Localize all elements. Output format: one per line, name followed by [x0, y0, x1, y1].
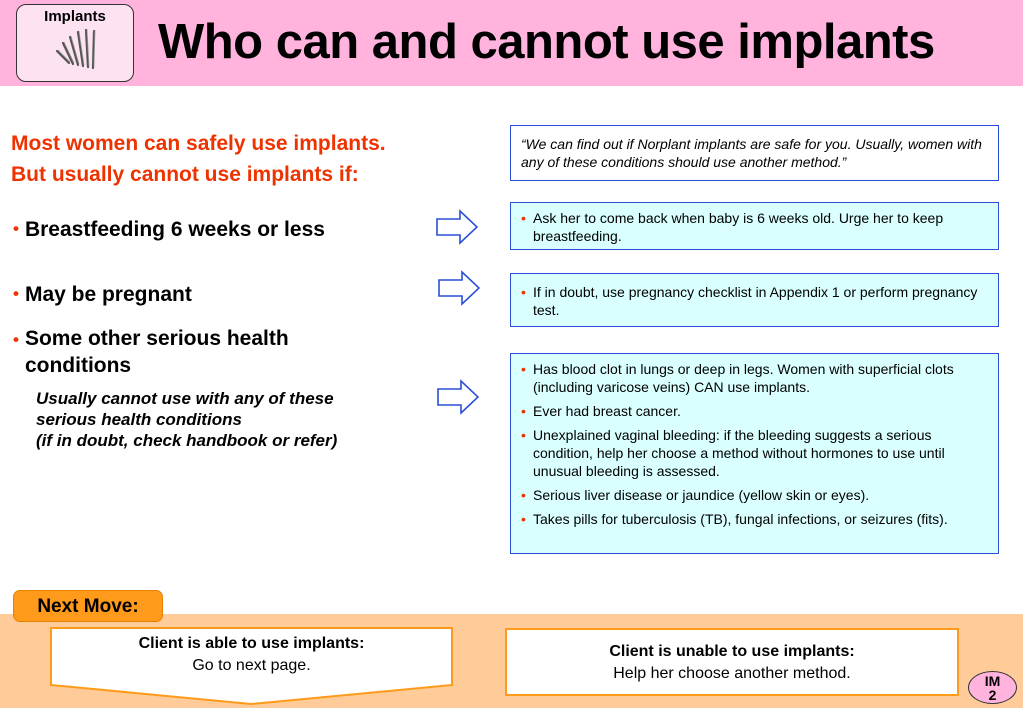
pregnancy-advice-box	[510, 273, 999, 327]
able-title: Client is able to use implants:	[138, 635, 365, 652]
section-logo-label: Implants	[44, 8, 106, 25]
condition-label: Some other serious health conditions	[24, 327, 289, 377]
able-to-use-box[interactable]	[50, 627, 453, 705]
page-number: 2	[988, 687, 997, 703]
right-arrow-icon	[436, 209, 478, 245]
condition-item: • Has blood clot in lungs or deep in legs. Women with superficial clots (including varicose veins) CAN use implants.	[519, 360, 990, 396]
note-line: (if in doubt, check handbook or refer)	[36, 431, 338, 450]
header-band	[0, 0, 1023, 86]
intro-line-1: Most women can safely use implants.	[11, 132, 386, 155]
condition-serious-health	[13, 325, 353, 379]
condition-breastfeeding	[13, 218, 325, 242]
bullet-icon: •	[13, 330, 19, 349]
able-instruction: Go to next page.	[192, 657, 311, 674]
right-arrow-icon	[438, 270, 480, 306]
note-line: serious health conditions	[36, 410, 242, 429]
counseling-quote: “We can find out if Norplant implants are safe for you. Usually, women with any of these conditions should use another method.”	[510, 125, 999, 181]
page-number-badge	[968, 671, 1017, 704]
intro-text	[11, 128, 386, 190]
advice-item: • Ask her to come back when baby is 6 weeks old. Urge her to keep breastfeeding.	[519, 209, 990, 245]
unable-to-use-box[interactable]	[505, 628, 959, 696]
condition-label: May be pregnant	[24, 283, 192, 306]
section-logo	[16, 4, 134, 82]
intro-line-2: But usually cannot use implants if:	[11, 163, 359, 186]
right-arrow-icon	[437, 379, 479, 415]
condition-item: • Unexplained vaginal bleeding: if the bleeding suggests a serious condition, help her choose a method without hormones to use until unusual bleeding is assessed.	[519, 426, 990, 480]
page-code: IM	[984, 673, 1001, 689]
unable-instruction: Help her choose another method.	[613, 665, 851, 682]
next-move-label: Next Move:	[13, 590, 163, 622]
condition-pregnant	[13, 283, 192, 307]
breastfeeding-advice-box	[510, 202, 999, 250]
advice-item: • If in doubt, use pregnancy checklist in Appendix 1 or perform pregnancy test.	[519, 283, 990, 319]
condition-item: • Takes pills for tuberculosis (TB), fungal infections, or seizures (fits).	[519, 510, 990, 528]
able-box-text	[50, 633, 453, 677]
page-title: Who can and cannot use implants	[158, 15, 935, 69]
health-conditions-box	[510, 353, 999, 554]
condition-label: Breastfeeding 6 weeks or less	[24, 218, 325, 241]
condition-item: • Serious liver disease or jaundice (yellow skin or eyes).	[519, 486, 990, 504]
implant-rods-icon	[55, 25, 115, 79]
bullet-icon: •	[13, 219, 19, 238]
unable-title: Client is unable to use implants:	[609, 643, 855, 660]
note-line: Usually cannot use with any of these	[36, 389, 334, 408]
condition-item: • Ever had breast cancer.	[519, 402, 990, 420]
bullet-icon: •	[13, 284, 19, 303]
serious-conditions-note	[36, 388, 337, 451]
